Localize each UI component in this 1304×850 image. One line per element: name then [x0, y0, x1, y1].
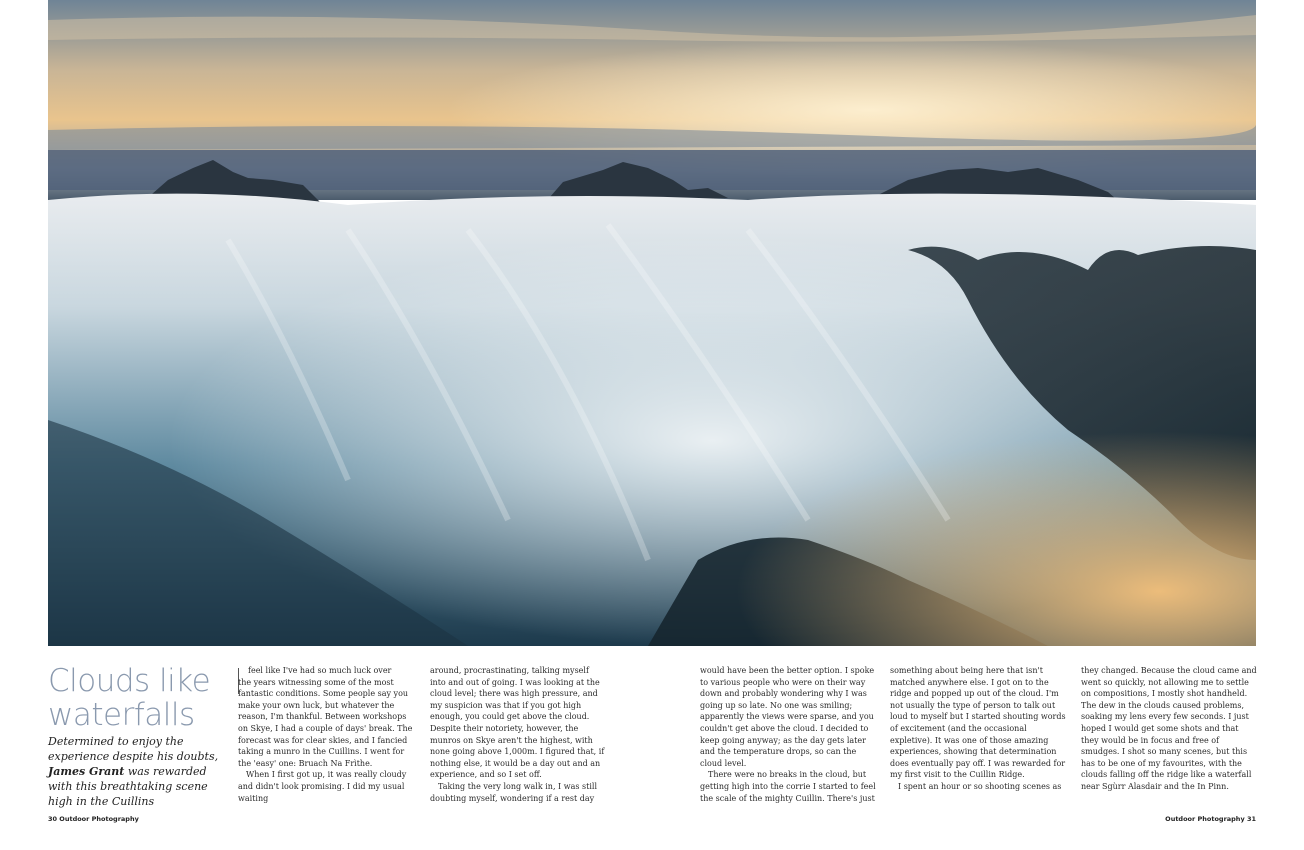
folio-right: Outdoor Photography 31: [1165, 815, 1256, 823]
paragraph: [238, 665, 414, 769]
headline-line-2: waterfalls: [48, 697, 195, 733]
body-column-3: [700, 665, 876, 804]
author-name: James Grant: [48, 765, 125, 778]
standfirst-text-before: Determined to enjoy the experience despite his doubts,: [48, 735, 219, 763]
paragraph: around, procrastinating, talking myself into and out of going. I was looking at the cloud level; there was high pressure, and my suspicion was that if you got high enough, you could get above the cloud. Despite their notoriety, however, the munros on Skye aren't the highest, with none going above 1,000m. I figured that, if nothing else, it would be a day out and an experience, and so I set off.: [430, 666, 605, 780]
body-column-4: [890, 665, 1066, 793]
standfirst: [48, 734, 228, 809]
headline-line-1: Clouds like: [48, 663, 211, 699]
first-line: feel like I've had so much luck over: [248, 666, 392, 675]
standfirst-text-after: was rewarded with this breathtaking scene high in the Cuillins: [48, 765, 208, 808]
paragraph: I spent an hour or so shooting scenes as: [898, 781, 1062, 791]
article-headline: [48, 664, 238, 732]
paragraph: they changed. Because the cloud came and went so quickly, not allowing me to settle on compositions, I mostly shot handheld. The dew in the clouds caused problems, soaking my lens every few seconds. I just hoped I would get some shots and that they would be in focus and free of smudges. I shot so many scenes, but this has to be one of my favourites, with the clouds falling off the ridge like a waterfall near Sgùrr Alasdair and the In Pinn.: [1081, 666, 1257, 791]
hero-photo: [48, 0, 1256, 646]
folio-left: 30 Outdoor Photography: [48, 815, 139, 823]
paragraph: something about being here that isn't matched anywhere else. I got on to the ridge and popped up out of the cloud. I'm not usually the type of person to talk out loud to myself but I started shouting words of excitement (and the occasional expletive). It was one of those amazing experiences, showing that determination does eventually pay off. I was rewarded for my first visit to the Cuillin Ridge.: [890, 666, 1066, 780]
body-column-1: [238, 665, 414, 804]
paragraph: Taking the very long walk in, I was still doubting myself, wondering if a rest day: [430, 781, 598, 803]
paragraph: would have been the better option. I spoke to various people who were on their way down and probably wondering why I was going up so late. No one was smiling; apparently the views were sparse, and you couldn't get above the cloud. I decided to keep going anyway; as the day gets later and the temperature drops, so can the cloud level.: [700, 666, 875, 768]
paragraph: When I first got up, it was really cloudy and didn't look promising. I did my usual waiting: [238, 770, 407, 803]
landscape-photo: [48, 0, 1256, 646]
body-column-2: [430, 665, 606, 804]
paragraph-text: the years witnessing some of the most fantastic conditions. Some people say you make your own luck, but whatever the reason, I'm thankful. Between workshops on Skye, I had a couple of days' break. The forecast was for clear skies, and I fancied taking a munro in the Cuillins. I went for the 'easy' one: Bruach Na Frìthe.: [238, 677, 413, 768]
body-column-5: [1081, 665, 1257, 793]
paragraph: There were no breaks in the cloud, but getting high into the corrie I started to feel the scale of the mighty Cuillin. There's just: [700, 770, 876, 803]
